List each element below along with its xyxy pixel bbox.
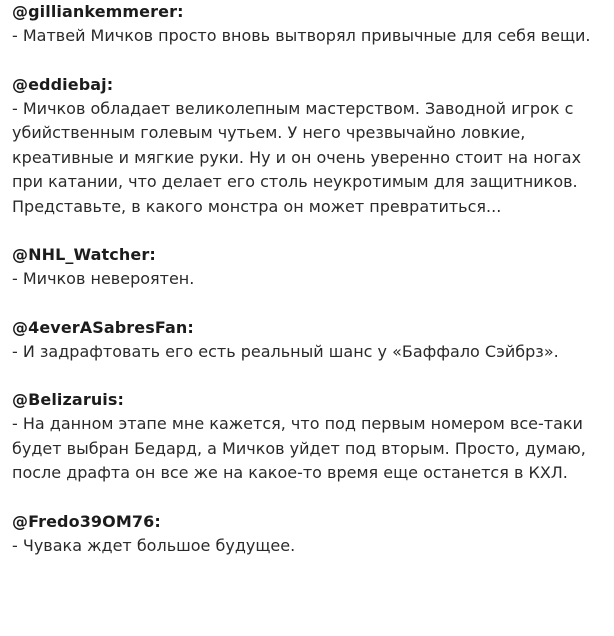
comment-item [12, 510, 602, 559]
comment-author[interactable]: @eddiebaj: [12, 74, 114, 94]
comment-author[interactable]: @NHL_Watcher: [12, 245, 156, 264]
comment-author[interactable]: @4everASabresFan: [12, 317, 194, 337]
comment-item [12, 388, 602, 486]
comment-text: - И задрафтовать его есть реальный шанс у «Баффало Сэйбрз». [12, 341, 559, 361]
comment-text: - Матвей Мичков просто вновь вытворял привычные для себя вещи. [12, 26, 591, 45]
comment-item [12, 243, 602, 292]
comment-text: - На данном этапе мне кажется, что под первым номером все-таки будет выбран Бедард, а Мичков уйдет под вторым. Просто, думаю, после драфта он все же на какое-то время еще останется в КХЛ. [12, 414, 586, 482]
comment-text: - Мичков невероятен. [12, 269, 195, 288]
comment-item [12, 316, 602, 365]
comment-author[interactable]: @Fredo39OM76: [12, 511, 161, 531]
comment-author[interactable]: @Belizaruis: [12, 390, 125, 409]
comment-item [12, 0, 602, 49]
comment-author[interactable]: @gilliankemmerer: [12, 2, 184, 21]
comment-text: - Мичков обладает великолепным мастерством. Заводной игрок с убийственным голевым чутьем. У него чрезвычайно ловкие, креативные и мягкие руки. Ну и он очень уверенно стоит на ногах при катании, что делает его столь неукротимым для защитников. [12, 98, 582, 191]
comment-text: Представьте, в какого монстра он может превратиться... [12, 196, 502, 216]
comment-item [12, 73, 602, 220]
comment-text: - Чувака ждет большое будущее. [12, 535, 296, 555]
